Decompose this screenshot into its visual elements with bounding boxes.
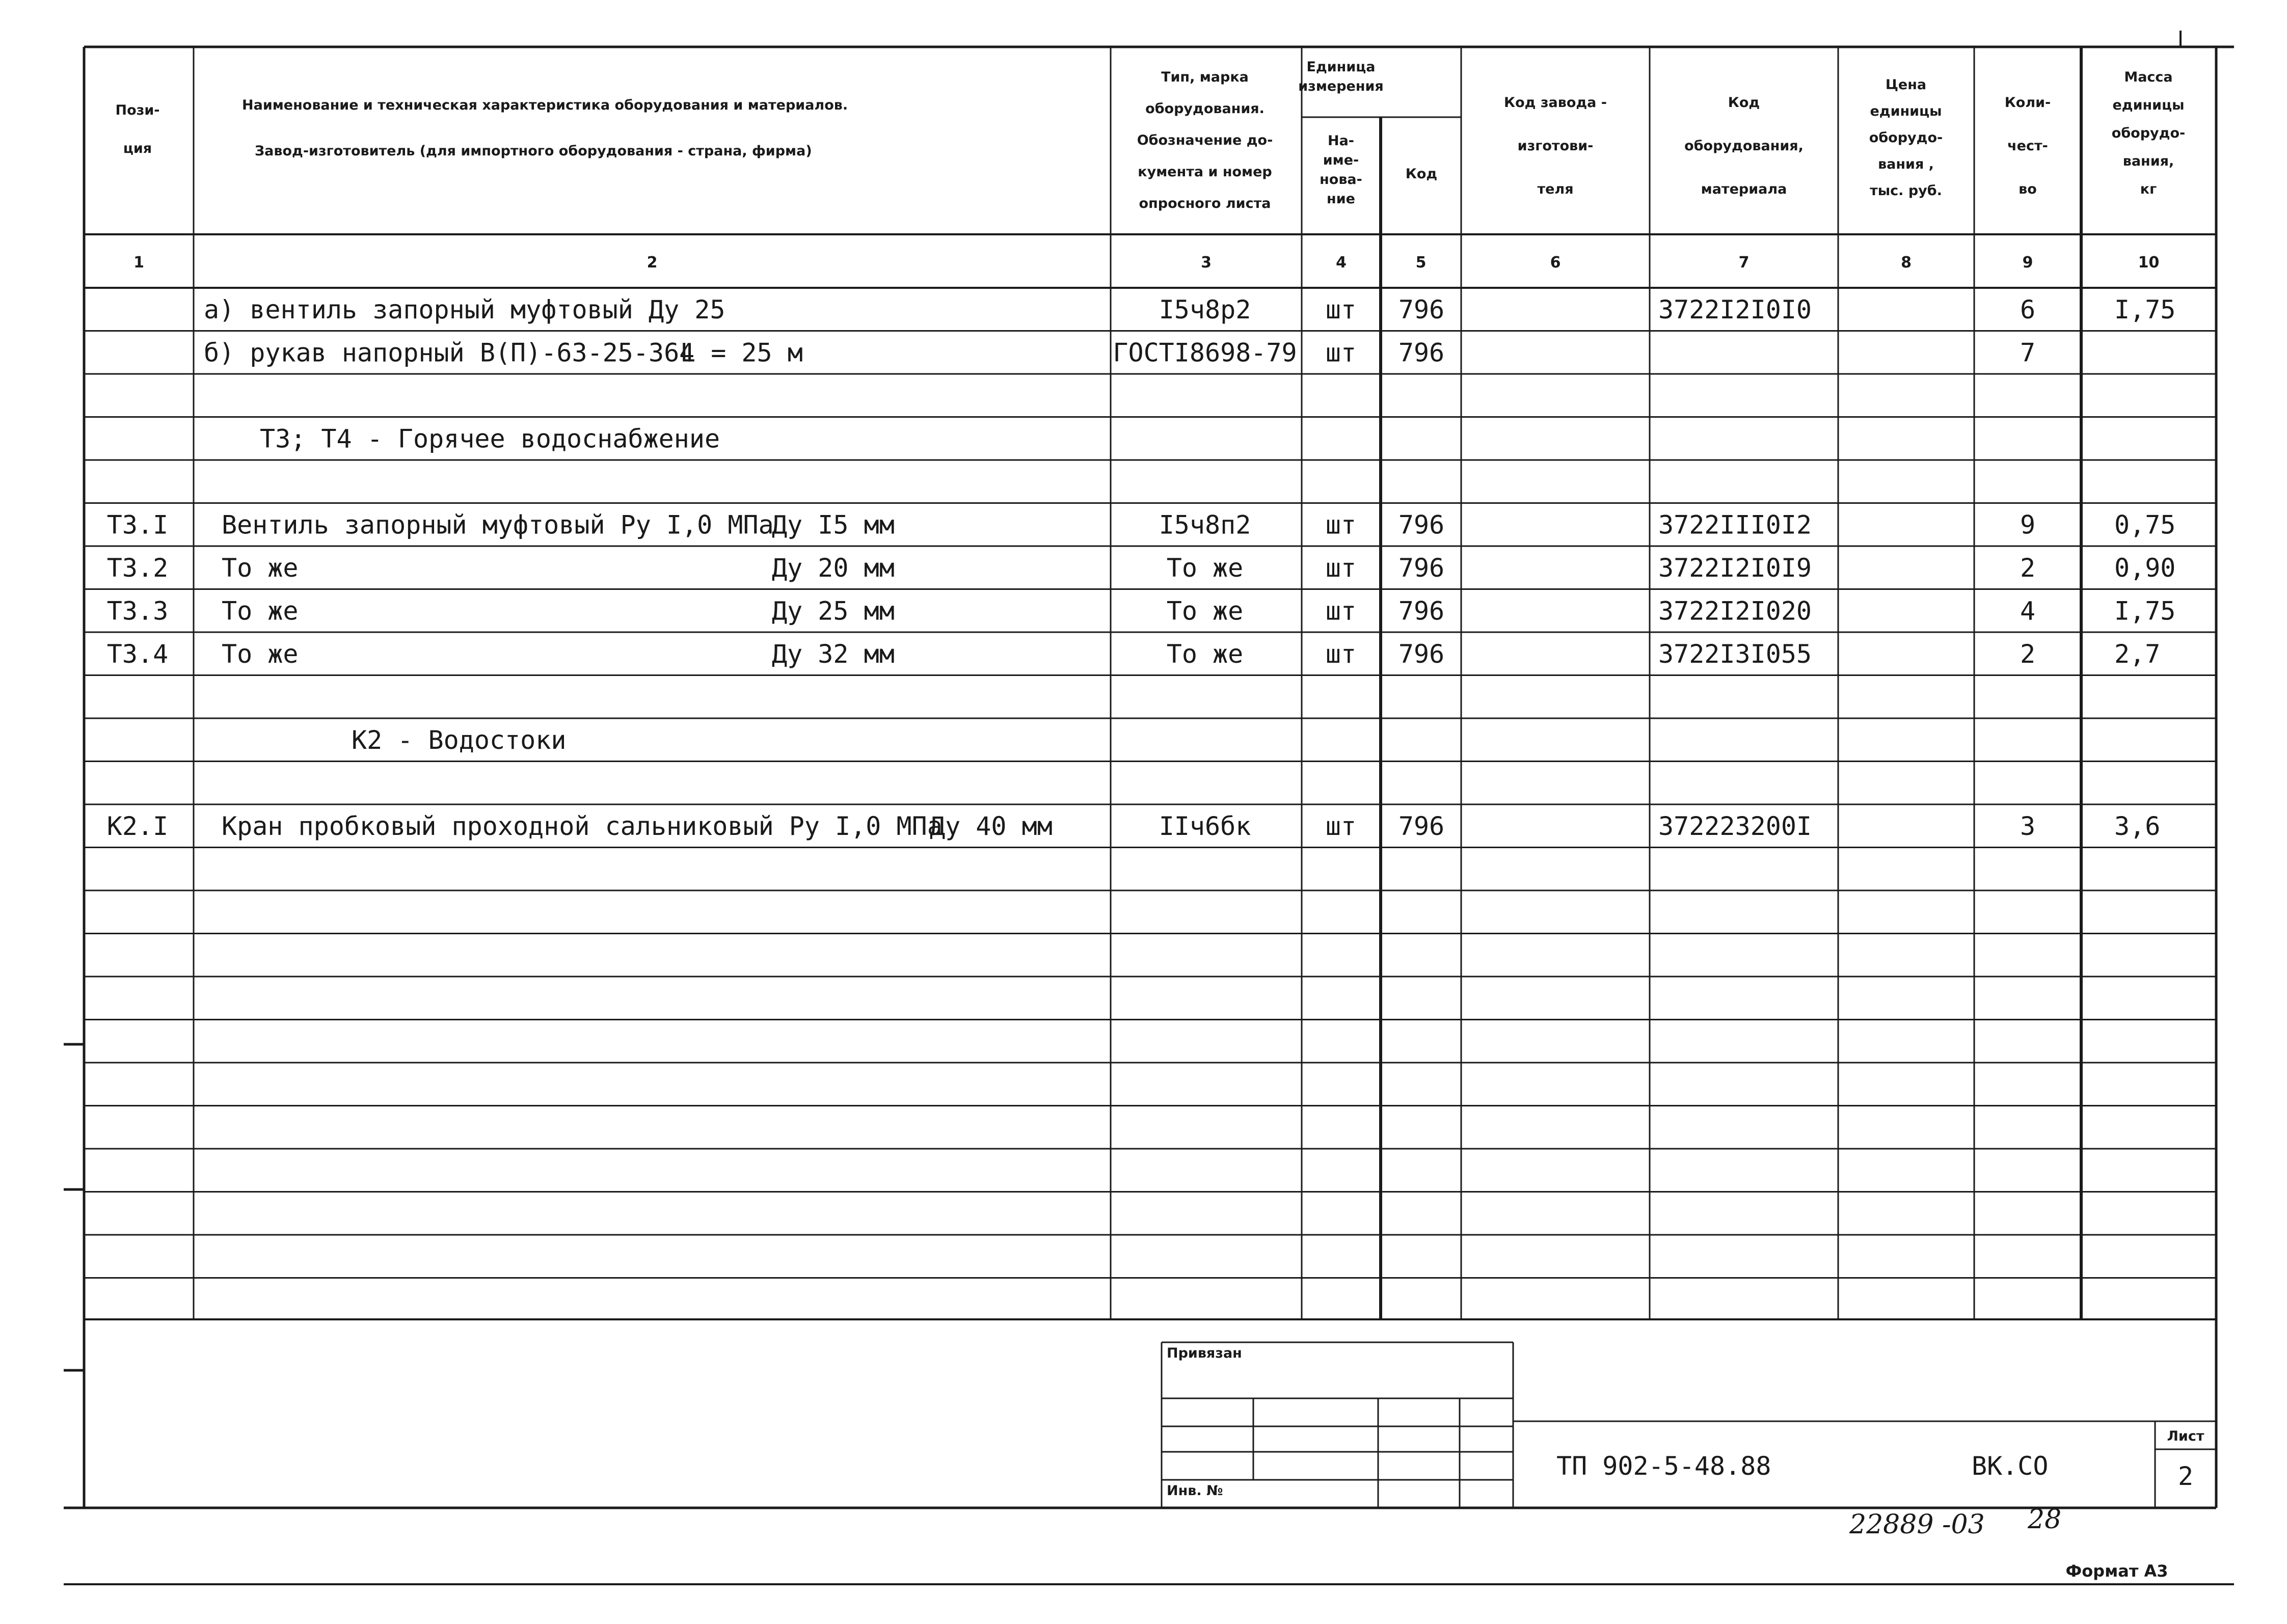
nominal-diameter-cell: Ду 40 мм [930, 811, 1053, 841]
header-position: Пози- [115, 102, 160, 118]
document-code: ВК.СО [1972, 1451, 2049, 1481]
unit-code-cell: 796 [1398, 510, 1445, 540]
header-equipment-code: оборудования, [1684, 138, 1804, 154]
attached-label: Привязан [1167, 1345, 1242, 1361]
unit-code-cell: 796 [1398, 338, 1445, 368]
unit-cell: шт [1325, 510, 1357, 540]
column-number: 8 [1901, 254, 1912, 272]
header-type: опросного листа [1139, 196, 1271, 211]
header-price: единицы [1870, 103, 1942, 119]
equipment-code-cell: 372223200I [1658, 811, 1812, 841]
header-price: оборудо- [1869, 130, 1943, 146]
equipment-code-cell: 3722I2I020 [1658, 596, 1812, 626]
name-cell: Кран пробковый проходной сальниковый Ру I,0 МПа [222, 811, 943, 841]
position-cell: Т3.I [106, 510, 169, 540]
name-cell: б) рукав напорный В(П)-63-25-364 [204, 338, 695, 368]
header-equipment-code: Код [1728, 95, 1760, 111]
header-unit: Единица [1306, 59, 1376, 75]
nominal-diameter-cell: Ду 25 мм [772, 596, 895, 626]
header-mass: единицы [2112, 97, 2185, 113]
unit-cell: шт [1325, 338, 1357, 368]
unit-code-cell: 796 [1398, 639, 1445, 669]
mass-cell: 2,7 [2114, 639, 2161, 669]
position-cell: Т3.2 [106, 553, 169, 583]
equipment-code-cell: 3722I3I055 [1658, 639, 1812, 669]
type-cell: То же [1166, 553, 1244, 583]
header-quantity: во [2019, 181, 2037, 197]
header-unit-name: На- [1327, 133, 1355, 149]
column-number: 3 [1201, 254, 1212, 272]
name-cell: а) вентиль запорный муфтовый Ду 25 [204, 295, 725, 324]
header-unit-name: ние [1327, 191, 1355, 207]
unit-cell: шт [1325, 639, 1357, 669]
header-type: Обозначение до- [1137, 132, 1273, 148]
quantity-cell: 9 [2020, 510, 2036, 540]
document-designation: ТП 902-5-48.88 [1556, 1451, 1771, 1481]
quantity-cell: 2 [2020, 639, 2036, 669]
quantity-cell: 7 [2020, 338, 2036, 368]
type-cell: То же [1166, 639, 1244, 669]
inventory-number-label: Инв. № [1167, 1483, 1223, 1499]
equipment-code-cell: 3722I2I0I9 [1658, 553, 1812, 583]
header-equipment-code: материала [1701, 181, 1787, 197]
header-type: кумента и номер [1138, 164, 1272, 180]
position-cell: К2.I [106, 811, 169, 841]
name-cell: То же [222, 553, 299, 583]
type-cell: То же [1166, 596, 1244, 626]
name-cell: Вентиль запорный муфтовый Ру I,0 МПа [222, 510, 774, 540]
type-cell: ГОСТI8698-79 [1113, 338, 1297, 368]
section-heading: Т3; Т4 - Горячее водоснабжение [260, 424, 720, 454]
length-cell: L = 25 м [680, 338, 803, 368]
header-name: Наименование и техническая характеристика оборудования и материалов. [242, 97, 848, 113]
column-number: 1 [133, 254, 144, 272]
quantity-cell: 3 [2020, 811, 2036, 841]
header-mass: оборудо- [2111, 125, 2186, 141]
equipment-code-cell: 3722I2I0I0 [1658, 295, 1812, 324]
type-cell: I5ч8п2 [1159, 510, 1251, 540]
unit-code-cell: 796 [1398, 553, 1445, 583]
mass-cell: 0,75 [2114, 510, 2176, 540]
header-factory: изготови- [1517, 138, 1594, 154]
header-type: оборудования. [1145, 101, 1264, 117]
archive-number: 22889 -03 [1849, 1509, 1985, 1540]
column-number: 2 [647, 254, 658, 272]
column-number: 6 [1550, 254, 1561, 272]
header-unit-name: име- [1323, 152, 1359, 168]
unit-cell: шт [1325, 553, 1357, 583]
type-cell: IIч6бк [1159, 811, 1251, 841]
equipment-code-cell: 3722III0I2 [1658, 510, 1812, 540]
mass-cell: I,75 [2114, 596, 2176, 626]
position-cell: Т3.4 [106, 639, 169, 669]
quantity-cell: 6 [2020, 295, 2036, 324]
header-mass: кг [2140, 181, 2157, 197]
header-unit: измерения [1298, 78, 1384, 94]
header-price: тыс. руб. [1870, 183, 1942, 199]
column-number: 7 [1738, 254, 1750, 272]
column-number: 9 [2022, 254, 2033, 272]
header-type: Тип, марка [1161, 69, 1249, 85]
name-cell: То же [222, 596, 299, 626]
sheet-label: Лист [2167, 1428, 2204, 1444]
column-number: 4 [1336, 254, 1347, 272]
header-name: Завод-изготовитель (для импортного оборудования - страна, фирма) [255, 143, 812, 159]
quantity-cell: 2 [2020, 553, 2036, 583]
unit-cell: шт [1325, 596, 1357, 626]
column-number: 5 [1415, 254, 1427, 272]
name-cell: То же [222, 639, 299, 669]
section-heading: К2 - Водостоки [352, 725, 567, 755]
mass-cell: I,75 [2114, 295, 2176, 324]
header-factory: теля [1537, 181, 1574, 197]
position-cell: Т3.3 [106, 596, 169, 626]
unit-code-cell: 796 [1398, 811, 1445, 841]
header-price: Цена [1885, 77, 1927, 93]
archive-page: 28 [2028, 1504, 2062, 1535]
header-factory: Код завода - [1504, 95, 1607, 111]
nominal-diameter-cell: Ду 32 мм [772, 639, 895, 669]
header-mass: Масса [2124, 69, 2173, 85]
header-mass: вания, [2122, 153, 2174, 169]
sheet-number: 2 [2177, 1461, 2194, 1491]
nominal-diameter-cell: Ду I5 мм [772, 510, 895, 540]
format-label: Формат А3 [2065, 1561, 2168, 1581]
header-quantity: Коли- [2004, 95, 2051, 111]
column-number: 10 [2138, 254, 2160, 272]
unit-cell: шт [1325, 295, 1357, 324]
header-position: ция [123, 141, 152, 156]
unit-cell: шт [1325, 811, 1357, 841]
header-quantity: чест- [2007, 138, 2048, 154]
mass-cell: 0,90 [2114, 553, 2176, 583]
header-price: вания , [1878, 156, 1934, 172]
type-cell: I5ч8р2 [1159, 295, 1251, 324]
unit-code-cell: 796 [1398, 596, 1445, 626]
header-unit-code: Код [1405, 166, 1438, 182]
mass-cell: 3,6 [2114, 811, 2161, 841]
unit-code-cell: 796 [1398, 295, 1445, 324]
header-unit-name: нова- [1320, 172, 1362, 187]
quantity-cell: 4 [2020, 596, 2036, 626]
nominal-diameter-cell: Ду 20 мм [772, 553, 895, 583]
